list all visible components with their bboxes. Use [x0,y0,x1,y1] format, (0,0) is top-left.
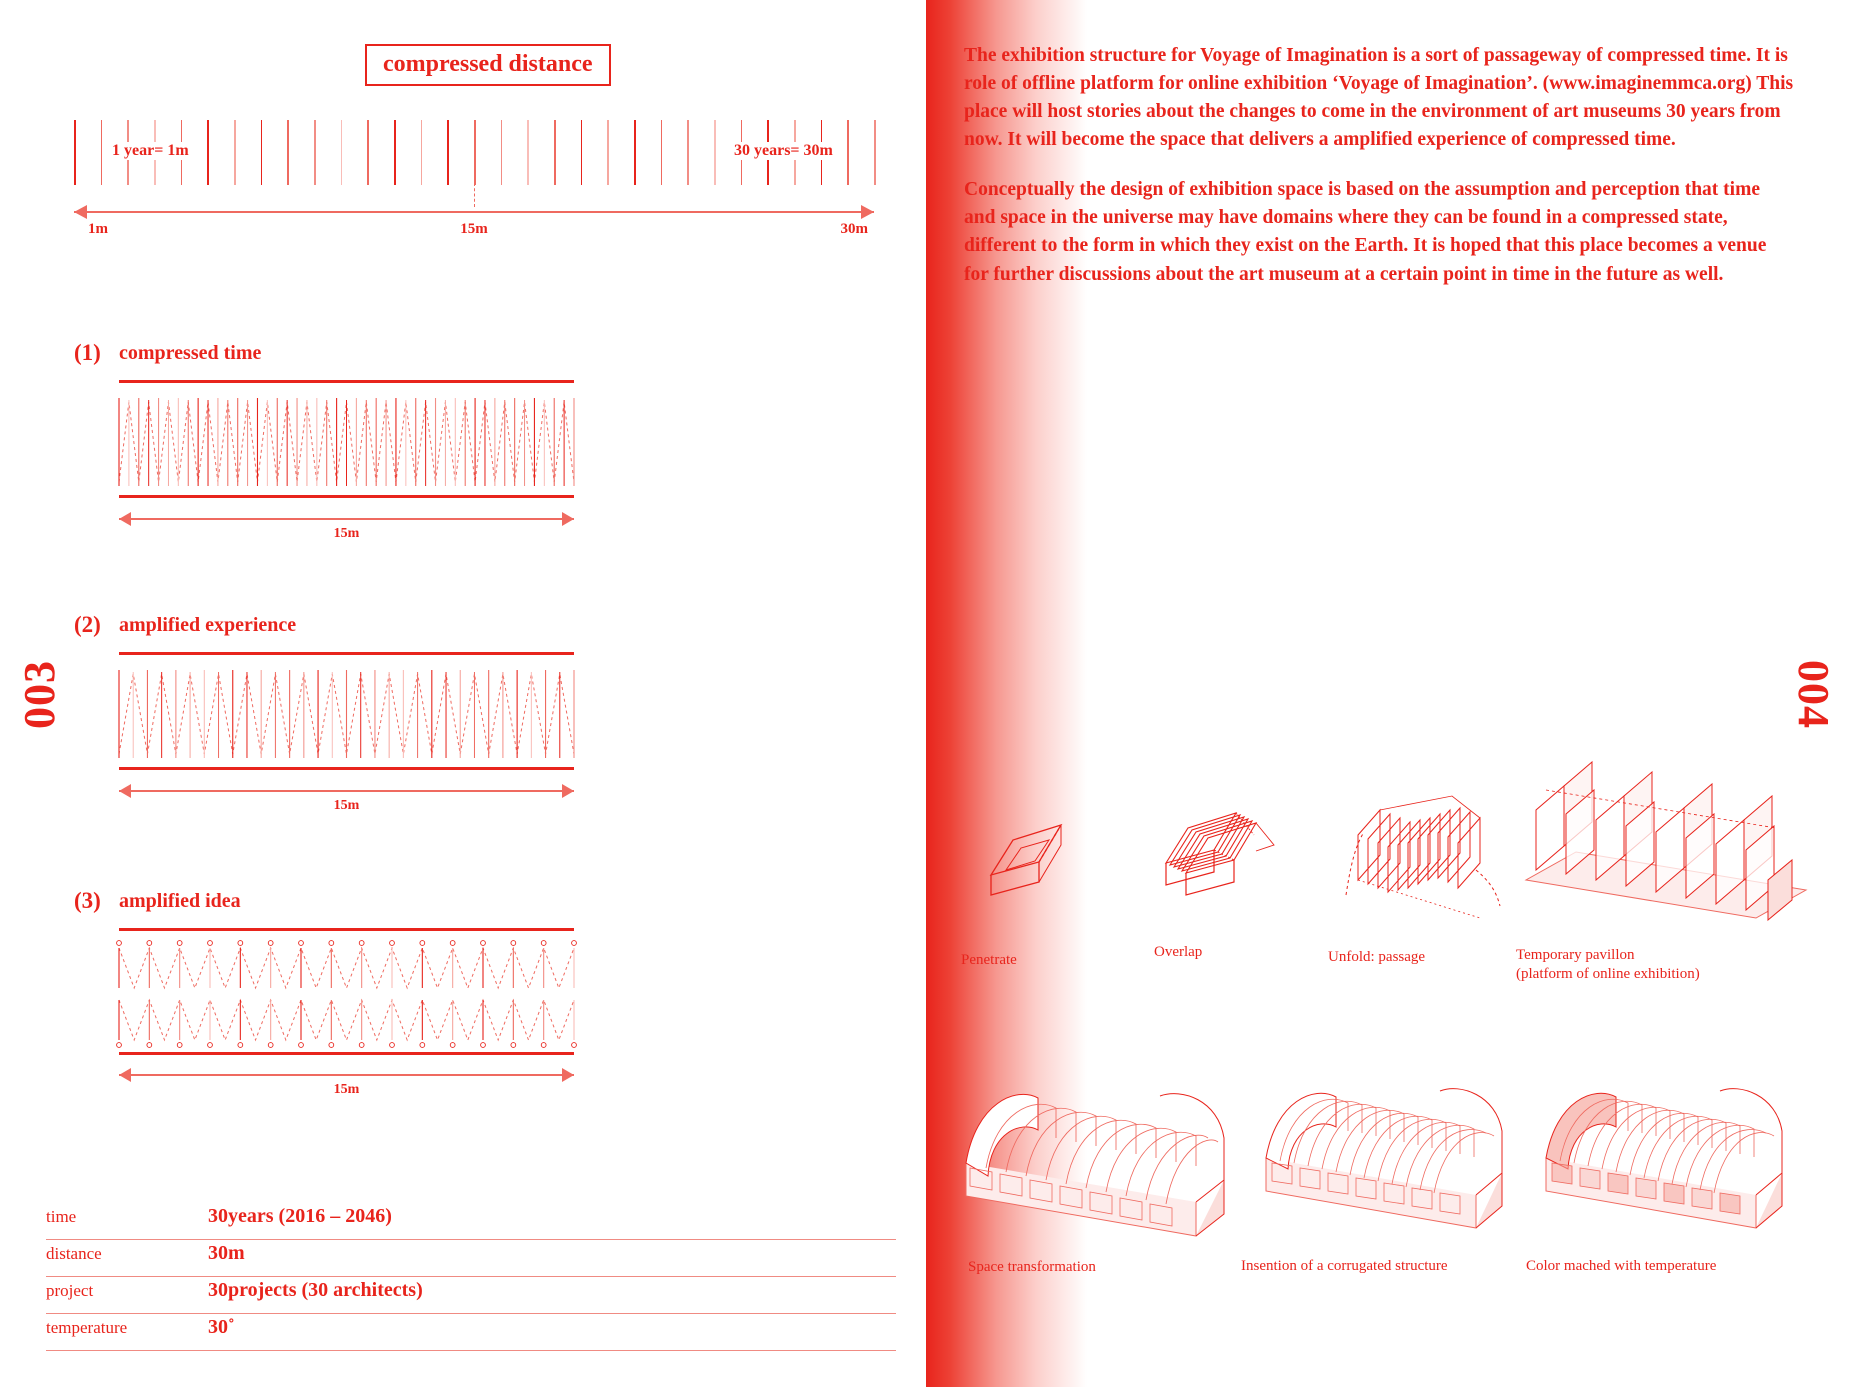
section-rule-bottom [119,1052,574,1055]
ruler-tick [207,120,209,185]
zigzag-path [119,948,574,988]
node-circle-icon [420,1043,425,1048]
ruler-tick [501,120,503,185]
node-circle-icon [177,941,182,946]
node-circle-icon [238,1043,243,1048]
wave-diagram-amplified-idea [119,942,574,1042]
diagram-caption [1516,946,1836,984]
ruler-label-end: 30 years= 30m [734,142,833,159]
spec-key: time [46,1207,77,1226]
diagram-unfold-passage [1316,760,1536,967]
node-circle-icon [541,941,546,946]
node-circle-icon [177,1043,182,1048]
penetrate-icon [951,800,1131,945]
table-row [46,1203,896,1240]
corrugated-structure-icon [1246,1063,1546,1243]
ruler-tick [554,120,556,185]
node-circle-icon [238,941,243,946]
ruler-tick [287,120,289,185]
spec-key: project [46,1281,94,1300]
node-circle-icon [541,1043,546,1048]
diagram-caption: Insention of a corrugated structure [1241,1258,1448,1274]
dimension-arrow-right-icon [562,1068,574,1082]
ruler-tick [874,120,876,185]
node-circle-icon [572,1043,577,1048]
node-circle-icon [420,941,425,946]
spec-value: 30projects (30 architects) [208,1279,423,1301]
node-circle-icon [147,1043,152,1048]
node-circle-icon [511,941,516,946]
overlap-icon [1136,785,1326,945]
section-number: (2) [74,612,101,637]
section-title: compressed time [119,342,262,364]
section-rule-top [119,928,574,931]
ruler-tick [74,120,76,185]
wave-diagram-amplified-experience [119,670,574,758]
table-row [46,1277,896,1314]
diagram-caption-line1: Temporary pavillon [1516,947,1635,963]
dimension-arrow-left-icon [119,512,131,526]
diagram-caption: Unfold: passage [1328,949,1426,965]
distance-axis [74,205,874,245]
double-zigzag-wave [119,942,574,1042]
node-circle-icon [147,941,152,946]
node-circle-icon [299,1043,304,1048]
dimension-label: 15m [333,798,360,813]
ruler-tick [527,120,529,185]
dimension-arrow-left-icon [119,1068,131,1082]
diagram-caption: Penetrate [961,952,1017,968]
sawtooth-wave [119,670,574,758]
spec-key: temperature [46,1318,128,1337]
node-circle-icon [450,1043,455,1048]
ruler-tick [474,120,476,185]
node-circle-icon [208,1043,213,1048]
table-row [46,1240,896,1277]
axis-arrow-left-icon [74,205,87,219]
process-diagrams [946,800,1836,1318]
space-transformation-icon [946,1068,1276,1248]
ruler-tick [714,120,716,185]
diagram-temporary-pavillon [1506,730,1836,984]
ruler-tick [314,120,316,185]
section-number: (1) [74,340,101,365]
spec-value: 30˚ [208,1316,235,1338]
diagram-corrugated-structure [1241,1063,1546,1276]
color-temperature-icon [1526,1063,1826,1243]
node-circle-icon [511,1043,516,1048]
wave-diagram-compressed-time [119,398,574,486]
page-number-right: 004 [1789,660,1838,729]
node-circle-icon [117,941,122,946]
section-rule-top [119,652,574,655]
spec-table [46,1203,896,1351]
node-circle-icon [450,941,455,946]
dimension-arrow-right-icon [562,784,574,798]
node-circle-icon [299,941,304,946]
ruler-tick [847,120,849,185]
right-page [926,0,1849,1387]
node-circle-icon [329,941,334,946]
section-number: (3) [74,888,101,913]
section-rule-top [119,380,574,383]
node-circle-icon [390,941,395,946]
zigzag-path [119,1000,574,1040]
ruler-tick [581,120,583,185]
spec-key: distance [46,1244,102,1263]
dimension-arrow-right-icon [562,512,574,526]
section-dimension [119,1068,574,1098]
ruler-tick [367,120,369,185]
ruler-tick [234,120,236,185]
section-rule-bottom [119,767,574,770]
diagram-caption-line2: (platform of online exhibition) [1516,965,1700,982]
dimension-line [119,1074,574,1076]
paragraph-1: The exhibition structure for Voyage of Imagination is a sort of passageway of compressed time. It is role of offline platform for online exhibition ‘Voyage of Imagination’. (www.imaginemmca.org) This place will host stories about the changes to come in the environment of art museums 30 years from now. It will become the space that delivers a amplified experience of compressed time. [964,45,1794,151]
node-circle-icon [329,1043,334,1048]
axis-arrow-right-icon [861,205,874,219]
node-circle-icon [268,941,273,946]
table-row [46,1314,896,1351]
ruler-tick [341,120,343,185]
temporary-pavillon-icon [1506,730,1836,950]
diagram-row-2 [946,1068,1836,1318]
page-number-left: 003 [15,660,64,729]
ruler-tick [421,120,423,185]
dimension-arrow-left-icon [119,784,131,798]
ruler-tick [447,120,449,185]
node-circle-icon [268,1043,273,1048]
compressed-distance-ruler [74,120,874,185]
axis-label-mid: 15m [460,221,488,237]
section-title: amplified experience [119,614,297,636]
dimension-line [119,518,574,520]
section-dimension [119,512,574,542]
axis-line [74,211,874,213]
ruler-tick [607,120,609,185]
ruler-tick [634,120,636,185]
ruler-tick [394,120,396,185]
sawtooth-wave [119,398,574,486]
node-circle-icon [481,941,486,946]
section-rule-bottom [119,495,574,498]
dimension-label: 15m [333,526,360,541]
node-circle-icon [359,941,364,946]
dimension-label: 15m [333,1082,360,1097]
diagram-caption: Color mached with temperature [1526,1258,1717,1274]
section-dimension [119,784,574,814]
unfold-passage-icon [1316,760,1536,950]
ruler-tick [661,120,663,185]
section-title: amplified idea [119,890,241,912]
diagram-row-1 [946,800,1836,1050]
axis-label-end: 30m [840,221,868,237]
node-circle-icon [481,1043,486,1048]
axis-midpoint-dash [474,183,475,207]
paragraph-2: Conceptually the design of exhibition space is based on the assumption and perception that time and space in the universe may have domains where they can be found in a compressed state, different to the form in which they exist on the Earth. It is hoped that this place becomes a venue for further discussions about the art museum at a certain point in time in the future as well. [964,179,1767,285]
node-circle-icon [117,1043,122,1048]
diagram-overlap [1136,785,1326,962]
node-circle-icon [390,1043,395,1048]
dimension-line [119,790,574,792]
ruler-tick [687,120,689,185]
diagram-space-transformation [946,1068,1276,1277]
description-text [964,42,1794,311]
ruler-label-start: 1 year= 1m [112,142,189,159]
ruler-tick [101,120,103,185]
spec-value: 30m [208,1242,245,1264]
page-title: compressed distance [365,44,611,86]
diagram-caption: Space transformation [968,1259,1096,1275]
diagram-penetrate [951,800,1131,970]
node-circle-icon [572,941,577,946]
ruler-tick [261,120,263,185]
node-circle-icon [208,941,213,946]
node-circle-icon [359,1043,364,1048]
diagram-color-temperature [1526,1063,1826,1276]
axis-label-start: 1m [88,221,108,237]
diagram-caption: Overlap [1154,944,1203,960]
spec-value: 30years (2016 – 2046) [208,1205,392,1227]
